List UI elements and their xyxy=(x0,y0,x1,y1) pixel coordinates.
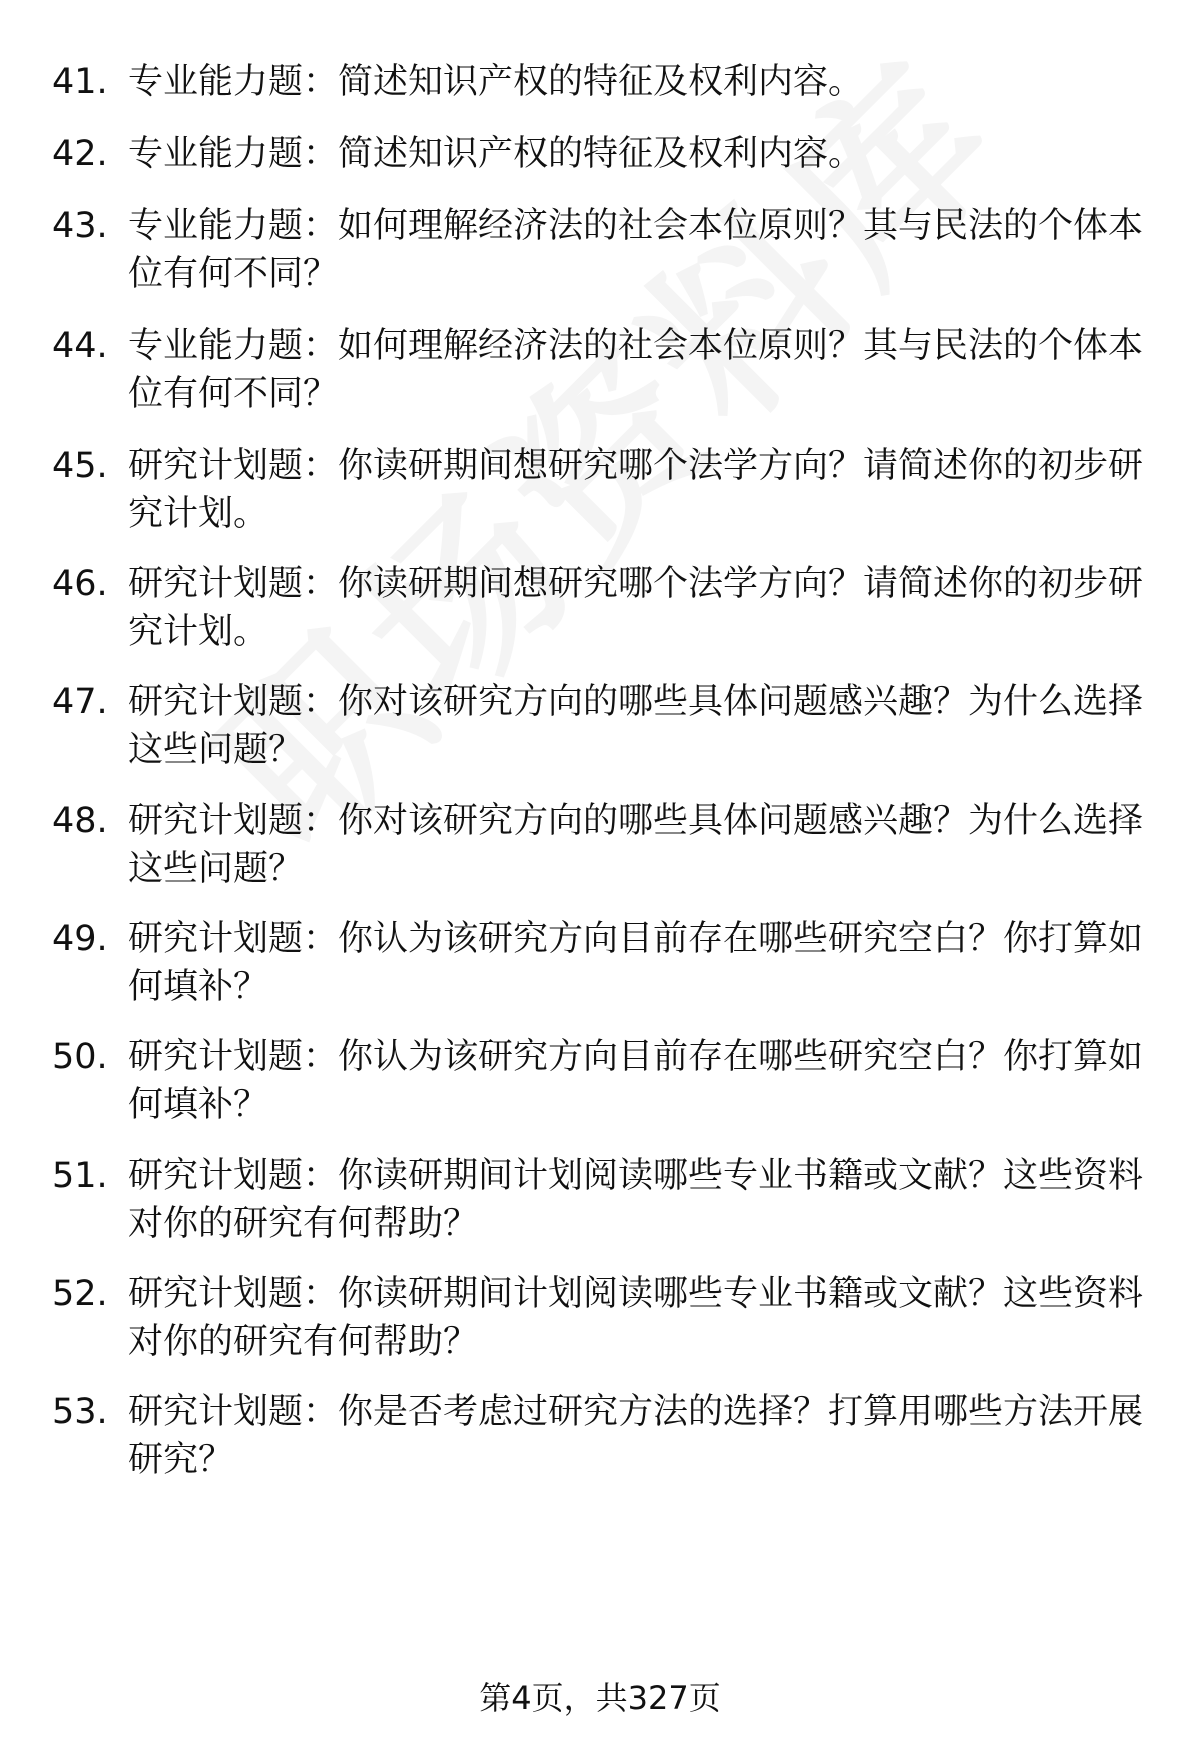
question-text: 研究计划题：你认为该研究方向目前存在哪些研究空白？你打算如何填补？ xyxy=(128,1037,1144,1125)
question-text: 研究计划题：你读研期间计划阅读哪些专业书籍或文献？这些资料对你的研究有何帮助？ xyxy=(128,1156,1144,1244)
question-number: 41. xyxy=(52,62,108,102)
question-number: 48. xyxy=(52,801,108,841)
question-text: 专业能力题：简述知识产权的特征及权利内容。 xyxy=(128,134,864,174)
question-text: 研究计划题：你读研期间计划阅读哪些专业书籍或文献？这些资料对你的研究有何帮助？ xyxy=(128,1274,1144,1362)
question-text: 研究计划题：你读研期间想研究哪个法学方向？请简述你的初步研究计划。 xyxy=(128,446,1144,534)
question-number: 47. xyxy=(52,682,108,722)
question-text: 专业能力题：如何理解经济法的社会本位原则？其与民法的个体本位有何不同？ xyxy=(128,326,1144,414)
question-number: 44. xyxy=(52,326,108,366)
question-number: 49. xyxy=(52,919,108,959)
question-number: 53. xyxy=(52,1392,108,1432)
question-number: 43. xyxy=(52,206,108,246)
question-text: 研究计划题：你读研期间想研究哪个法学方向？请简述你的初步研究计划。 xyxy=(128,564,1144,652)
question-text: 专业能力题：如何理解经济法的社会本位原则？其与民法的个体本位有何不同？ xyxy=(128,206,1144,294)
question-number: 50. xyxy=(52,1037,108,1077)
question-number: 52. xyxy=(52,1274,108,1314)
question-text: 研究计划题：你认为该研究方向目前存在哪些研究空白？你打算如何填补？ xyxy=(128,919,1144,1007)
question-number: 46. xyxy=(52,564,108,604)
question-number: 45. xyxy=(52,446,108,486)
question-number: 51. xyxy=(52,1156,108,1196)
question-number: 42. xyxy=(52,134,108,174)
page-number-footer: 第4页，共327页 xyxy=(479,1679,721,1717)
question-text: 专业能力题：简述知识产权的特征及权利内容。 xyxy=(128,62,864,102)
question-text: 研究计划题：你对该研究方向的哪些具体问题感兴趣？为什么选择这些问题？ xyxy=(128,682,1144,770)
question-text: 研究计划题：你对该研究方向的哪些具体问题感兴趣？为什么选择这些问题？ xyxy=(128,801,1144,889)
question-text: 研究计划题：你是否考虑过研究方法的选择？打算用哪些方法开展研究？ xyxy=(128,1392,1144,1480)
